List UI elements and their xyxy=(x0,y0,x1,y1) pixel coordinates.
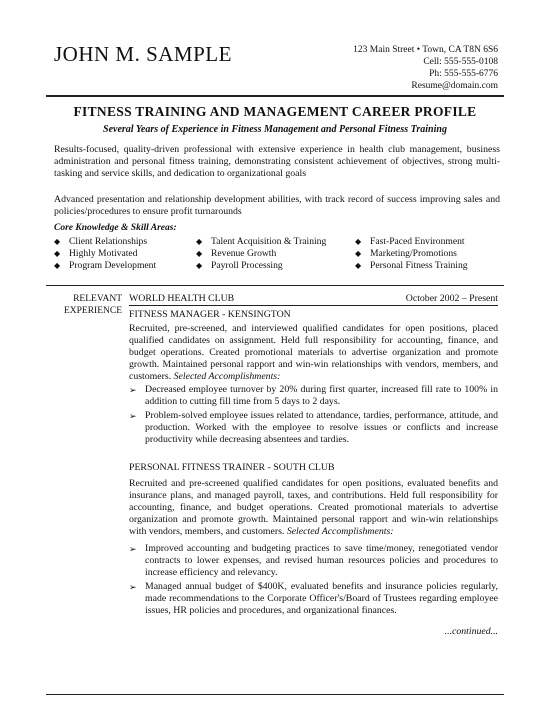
accomplishment-item: ➢ Decreased employee turnover by 20% during first quarter, increased fill rate to 100% in addition to cutting fill time from 5 days to 2 days. xyxy=(129,384,498,407)
employer-name: WORLD HEALTH CLUB xyxy=(129,293,235,304)
section-divider xyxy=(46,285,504,286)
arrow-bullet-icon: ➢ xyxy=(129,385,137,395)
continued-note: ...continued... xyxy=(444,626,498,637)
candidate-name: JOHN M. SAMPLE xyxy=(54,42,232,66)
profile-paragraph-2: Advanced presentation and relationship development abilities, with track record of success improving sales and policies/procedures to ensure profit turnarounds xyxy=(54,194,500,217)
accomplishment-item: ➢ Improved accounting and budgeting practices to save time/money, renegotiated vendor contracts to lower expenses, and revised human resources policies and procedures to increase efficiency and relevancy. xyxy=(129,543,498,578)
cell-phone: Cell: 555-555-0108 xyxy=(423,57,498,67)
skill-item: ◆ Revenue Growth xyxy=(196,248,277,259)
experience-section-label: RELEVANT EXPERIENCE xyxy=(63,294,122,316)
skills-column-3 xyxy=(355,236,468,272)
role-title: PERSONAL FITNESS TRAINER - SOUTH CLUB xyxy=(129,462,335,473)
contact-block xyxy=(353,44,498,92)
employment-dates: October 2002 – Present xyxy=(405,293,498,304)
employer-header xyxy=(129,293,498,306)
arrow-bullet-icon: ➢ xyxy=(129,544,137,554)
skill-item: ◆ Client Relationships xyxy=(54,236,148,247)
phone: Ph: 555-555-6776 xyxy=(429,69,498,79)
profile-title: FITNESS TRAINING AND MANAGEMENT CAREER PROFILE xyxy=(73,104,477,119)
top-divider xyxy=(46,95,504,97)
diamond-bullet-icon: ◆ xyxy=(196,261,203,270)
arrow-bullet-icon: ➢ xyxy=(129,582,137,592)
profile-paragraph-1: Results-focused, quality-driven professional with extensive experience in health club management, business administration and personal fitness training, demonstrating consistent achievement of objectives, strong multi-tasking and service skills, and dedication to organizational goals xyxy=(54,144,500,179)
arrow-bullet-icon: ➢ xyxy=(129,411,137,421)
bottom-divider xyxy=(46,694,504,695)
skill-item: ◆ Fast-Paced Environment xyxy=(355,236,465,247)
diamond-bullet-icon: ◆ xyxy=(355,249,362,258)
diamond-bullet-icon: ◆ xyxy=(54,237,61,246)
address: 123 Main Street • Town, CA T8N 6S6 xyxy=(353,45,498,55)
skill-item: ◆ Talent Acquisition & Training xyxy=(196,236,327,247)
skills-column-1 xyxy=(54,236,156,272)
diamond-bullet-icon: ◆ xyxy=(54,261,61,270)
accomplishment-item: ➢ Managed annual budget of $400K, evaluated benefits and insurance policies regularly, made recommendations to the Corporate Officer's/Board of Trustees regarding employee issues, HR policies and procedures, and organizational finances. xyxy=(129,581,498,616)
accomplishment-item: ➢ Problem-solved employee issues related to attendance, tardies, performance, attitude, and production. Worked with the employee to resolve issues or conflicts and increase productivity while decreasing absentees and tardies. xyxy=(129,410,498,445)
skill-item: ◆ Highly Motivated xyxy=(54,248,138,259)
skill-item: ◆ Marketing/Promotions xyxy=(355,248,457,259)
skills-column-2 xyxy=(196,236,326,272)
skill-item: ◆ Program Development xyxy=(54,260,157,271)
diamond-bullet-icon: ◆ xyxy=(196,249,203,258)
skill-item: ◆ Personal Fitness Training xyxy=(355,260,468,271)
role-description: Recruited and pre-screened qualified candidates for open positions, evaluated benefits and insurance plans, and managed payroll, taxes, and contributions. Held full responsibility for accounting, finance, and budget operations. Created promotional materials to advertise organization and promote growth. Maintained personal rapport and win-win relationships with vendors, members, and customers. Selected Accomplishments: xyxy=(129,478,498,537)
diamond-bullet-icon: ◆ xyxy=(54,249,61,258)
email: Resume@domain.com xyxy=(411,81,498,91)
diamond-bullet-icon: ◆ xyxy=(196,237,203,246)
skill-item: ◆ Payroll Processing xyxy=(196,260,283,271)
diamond-bullet-icon: ◆ xyxy=(355,261,362,270)
profile-subtitle: Several Years of Experience in Fitness Management and Personal Fitness Training xyxy=(103,124,447,135)
role-description: Recruited, pre-screened, and interviewed qualified candidates for open positions, placed qualified candidates on assignment. Held full responsibility for accounting, finance, and budget operations. Created promotional materials to advertise organization and promote growth. Maintained personal rapport and win-win relationships with vendors, members, and customers. Selected Accomplishments: xyxy=(129,323,498,382)
core-skills-title: Core Knowledge & Skill Areas: xyxy=(54,223,177,233)
role-title: FITNESS MANAGER - KENSINGTON xyxy=(129,309,291,320)
diamond-bullet-icon: ◆ xyxy=(355,237,362,246)
